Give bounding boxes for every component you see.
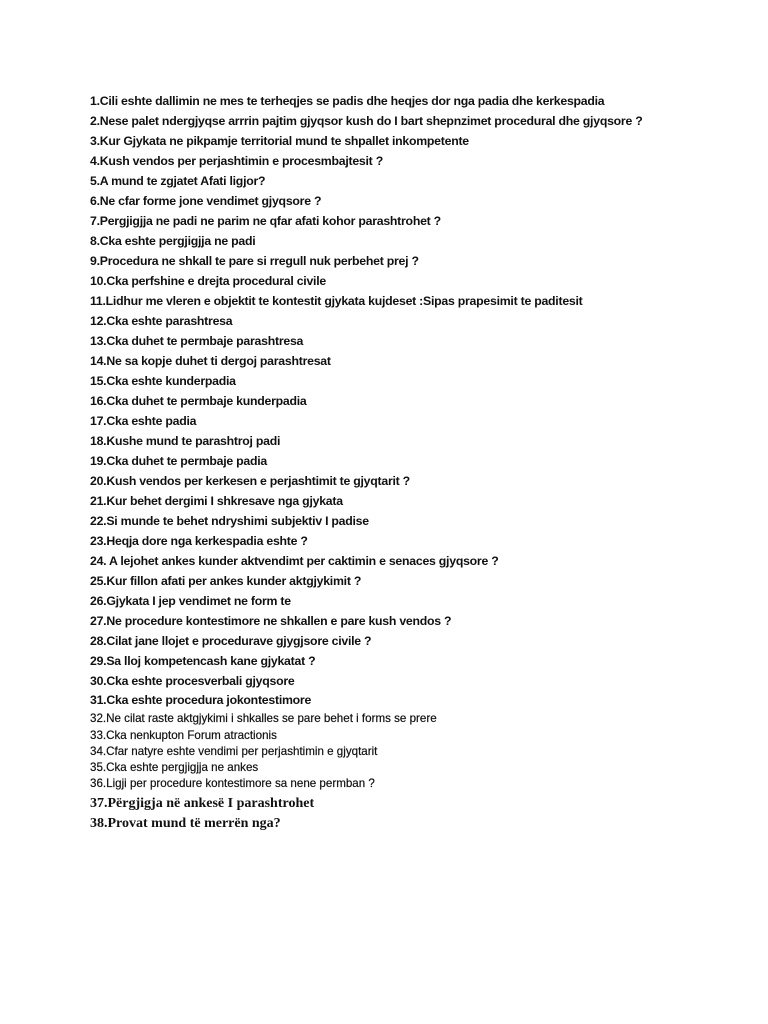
question-16: 16.Cka duhet te permbaje kunderpadia xyxy=(90,394,307,408)
question-5: 5.A mund te zgjatet Afati ligjor? xyxy=(90,174,266,188)
question-21: 21.Kur behet dergimi I shkresave nga gjykata xyxy=(90,494,343,508)
question-17: 17.Cka eshte padia xyxy=(90,414,197,428)
question-25: 25.Kur fillon afati per ankes kunder aktgjykimit ? xyxy=(90,574,362,588)
question-24: 24. A lejohet ankes kunder aktvendimt per caktimin e senaces gjyqsore ? xyxy=(90,554,499,568)
question-14: 14.Ne sa kopje duhet ti dergoj parashtresat xyxy=(90,354,331,368)
question-8: 8.Cka eshte pergjigjja ne padi xyxy=(90,234,256,248)
question-19: 19.Cka duhet te permbaje padia xyxy=(90,454,268,468)
question-1: 1.Cili eshte dallimin ne mes te terheqjes se padis dhe heqjes dor nga padia dhe kerkespadia xyxy=(90,94,605,108)
question-4: 4.Kush vendos per perjashtimin e procesmbajtesit ? xyxy=(90,154,383,168)
question-32: 32.Ne cilat raste aktgjykimi i shkalles se pare behet i forms se prere xyxy=(90,712,437,725)
question-37: 37.Përgjigja në ankesë I parashtrohet xyxy=(90,796,315,811)
question-29: 29.Sa lloj kompetencash kane gjykatat ? xyxy=(90,654,316,668)
question-23: 23.Heqja dore nga kerkespadia eshte ? xyxy=(90,534,308,548)
question-2: 2.Nese palet ndergjyqse arrrin pajtim gjyqsor kush do I bart shepnzimet procedural dhe gjyqsore ? xyxy=(90,114,643,128)
question-10: 10.Cka perfshine e drejta procedural civile xyxy=(90,274,326,288)
question-3: 3.Kur Gjykata ne pikpamje territorial mund te shpallet inkompetente xyxy=(90,134,469,148)
question-31: 31.Cka eshte procedura jokontestimore xyxy=(90,693,312,707)
question-27: 27.Ne procedure kontestimore ne shkallen e pare kush vendos ? xyxy=(90,614,452,628)
question-35: 35.Cka eshte pergjigjja ne ankes xyxy=(90,761,259,774)
question-15: 15.Cka eshte kunderpadia xyxy=(90,374,236,388)
question-13: 13.Cka duhet te permbaje parashtresa xyxy=(90,334,304,348)
question-22: 22.Si munde te behet ndryshimi subjektiv I padise xyxy=(90,514,369,528)
question-18: 18.Kushe mund te parashtroj padi xyxy=(90,434,281,448)
question-38: 38.Provat mund të merrën nga? xyxy=(90,816,281,831)
question-30: 30.Cka eshte procesverbali gjyqsore xyxy=(90,674,295,688)
question-12: 12.Cka eshte parashtresa xyxy=(90,314,233,328)
question-33: 33.Cka nenkupton Forum atractionis xyxy=(90,729,277,742)
question-11: 11.Lidhur me vleren e objektit te kontestit gjykata kujdeset :Sipas prapesimit te paditesit xyxy=(90,294,583,308)
question-36: 36.Ligji per procedure kontestimore sa nene permban ? xyxy=(90,777,375,790)
question-34: 34.Cfar natyre eshte vendimi per perjashtimin e gjyqtarit xyxy=(90,745,378,758)
question-9: 9.Procedura ne shkall te pare si rregull nuk perbehet prej ? xyxy=(90,254,419,268)
question-6: 6.Ne cfar forme jone vendimet gjyqsore ? xyxy=(90,194,322,208)
question-7: 7.Pergjigjja ne padi ne parim ne qfar afati kohor parashtrohet ? xyxy=(90,214,441,228)
question-26: 26.Gjykata I jep vendimet ne form te xyxy=(90,594,291,608)
question-28: 28.Cilat jane llojet e procedurave gjygjsore civile ? xyxy=(90,634,372,648)
question-20: 20.Kush vendos per kerkesen e perjashtimit te gjyqtarit ? xyxy=(90,474,410,488)
